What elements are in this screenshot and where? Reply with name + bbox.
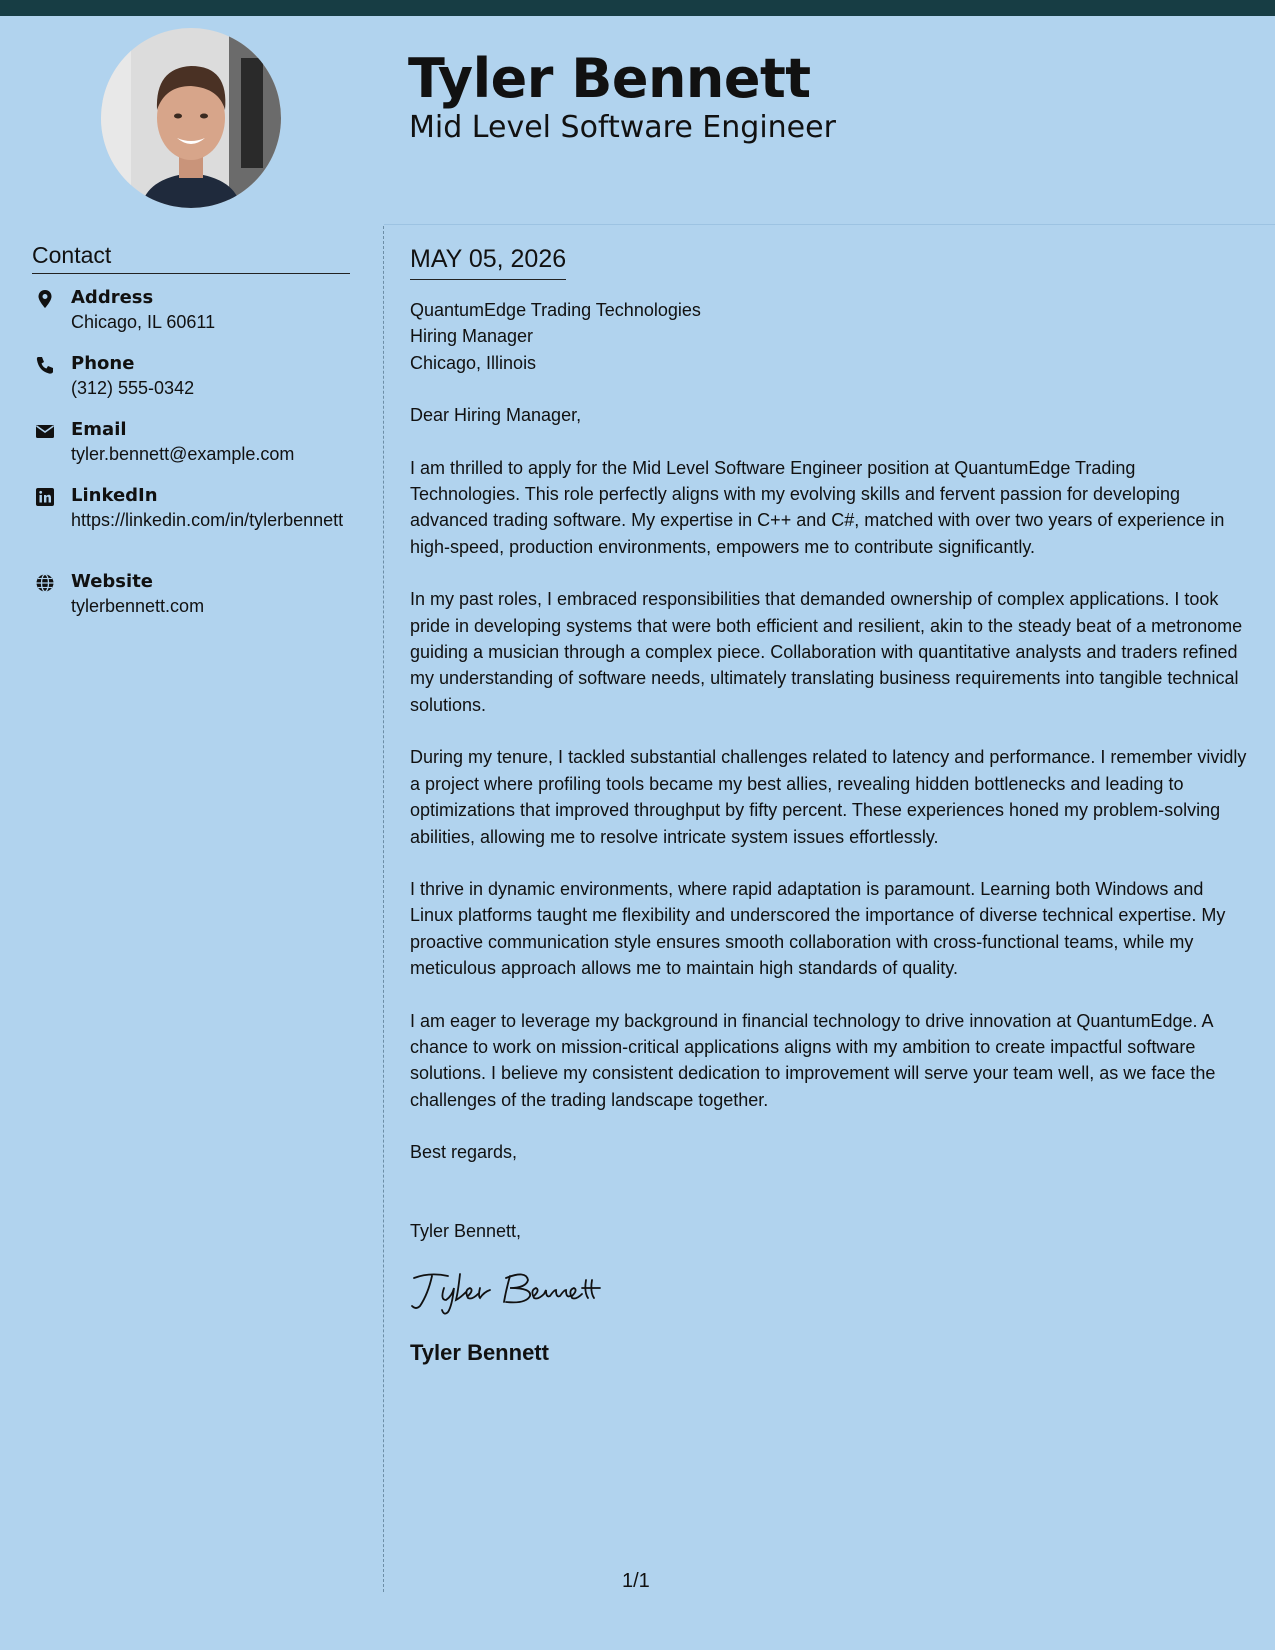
phone-icon <box>35 355 55 375</box>
contact-item-address <box>32 286 350 340</box>
contact-item-email <box>32 418 350 472</box>
contact-item-phone <box>32 352 350 406</box>
contact-value: (312) 555-0342 <box>71 378 195 398</box>
contact-label: Address <box>71 287 154 308</box>
profile-photo <box>101 28 281 208</box>
recipient-company: QuantumEdge Trading Technologies <box>410 300 701 320</box>
letter-sign-name: Tyler Bennett, <box>410 1220 522 1241</box>
globe-icon <box>35 573 55 593</box>
contact-label: LinkedIn <box>71 485 158 506</box>
letter-paragraph: I thrive in dynamic environments, where rapid adaptation is paramount. Learning both Windows and Linux platforms taught me flexibility and underscored the importance of diverse technical expertise. My proactive communication style ensures smooth collaboration with cross-functional teams, while my meticulous approach allows me to maintain high standards of quality. <box>410 878 1226 979</box>
letter-body <box>410 240 1250 1368</box>
contact-label: Email <box>71 419 127 440</box>
letter-date: MAY 05, 2026 <box>410 240 566 280</box>
contact-label: Website <box>71 571 154 592</box>
contact-item-website <box>32 570 350 624</box>
recipient-location: Chicago, Illinois <box>410 352 537 373</box>
header-divider <box>384 224 1275 225</box>
contact-value: Chicago, IL 60611 <box>71 312 216 332</box>
letter-paragraph: I am thrilled to apply for the Mid Level Software Engineer position at QuantumEdge Trading Technologies. This role perfectly aligns with my evolving skills and fervent passion for developing advanced trading software. My expertise in C++ and C#, matched with over two years of experience in high-speed, production environments, empowers me to contribute significantly. <box>410 457 1225 557</box>
contact-value[interactable]: tylerbennett.com <box>71 596 205 616</box>
envelope-icon <box>35 421 55 441</box>
letter-paragraph: During my tenure, I tackled substantial challenges related to latency and performance. I remember vividly a project where profiling tools became my best allies, revealing hidden bottlenecks and leading to optimizations that improved throughput by fifty percent. These experiences honed my problem-solving abilities, allowing me to resolve intricate system issues effortlessly. <box>410 747 1247 847</box>
recipient-role: Hiring Manager <box>410 326 534 347</box>
contact-value[interactable]: https://linkedin.com/in/tylerbennett <box>71 510 344 530</box>
contact-label: Phone <box>71 353 135 374</box>
handwritten-signature <box>410 1266 1250 1316</box>
applicant-title: Mid Level Software Engineer <box>409 110 836 145</box>
recipient-block <box>410 297 1250 376</box>
applicant-name: Tyler Bennett <box>408 47 811 110</box>
column-divider <box>383 226 384 1592</box>
location-pin-icon <box>35 289 55 309</box>
letter-paragraph: I am eager to leverage my background in financial technology to drive innovation at QuantumEdge. A chance to work on mission-critical applications aligns with my ambition to create impactful software solutions. I believe my consistent dedication to improvement will serve your team well, as we face the challenges of the trading landscape together. <box>410 1010 1216 1110</box>
letter-closing: Best regards, <box>410 1142 518 1163</box>
linkedin-icon <box>35 487 55 507</box>
contact-sidebar <box>32 238 350 624</box>
signer-name: Tyler Bennett <box>410 1339 549 1365</box>
page-number: 1/1 <box>622 1570 650 1592</box>
contact-item-linkedin <box>32 484 350 558</box>
top-accent-bar <box>0 0 1275 16</box>
contact-value[interactable]: tyler.bennett@example.com <box>71 444 295 464</box>
letter-paragraph: In my past roles, I embraced responsibilities that demanded ownership of complex applications. I took pride in developing systems that were both efficient and resilient, akin to the steady beat of a metronome guiding a musician through a complex piece. Collaboration with quantitative analysts and traders refined my understanding of software needs, ultimately translating business requirements into tangible technical solutions. <box>410 589 1243 715</box>
letter-greeting: Dear Hiring Manager, <box>410 405 582 426</box>
contact-heading: Contact <box>32 238 350 274</box>
